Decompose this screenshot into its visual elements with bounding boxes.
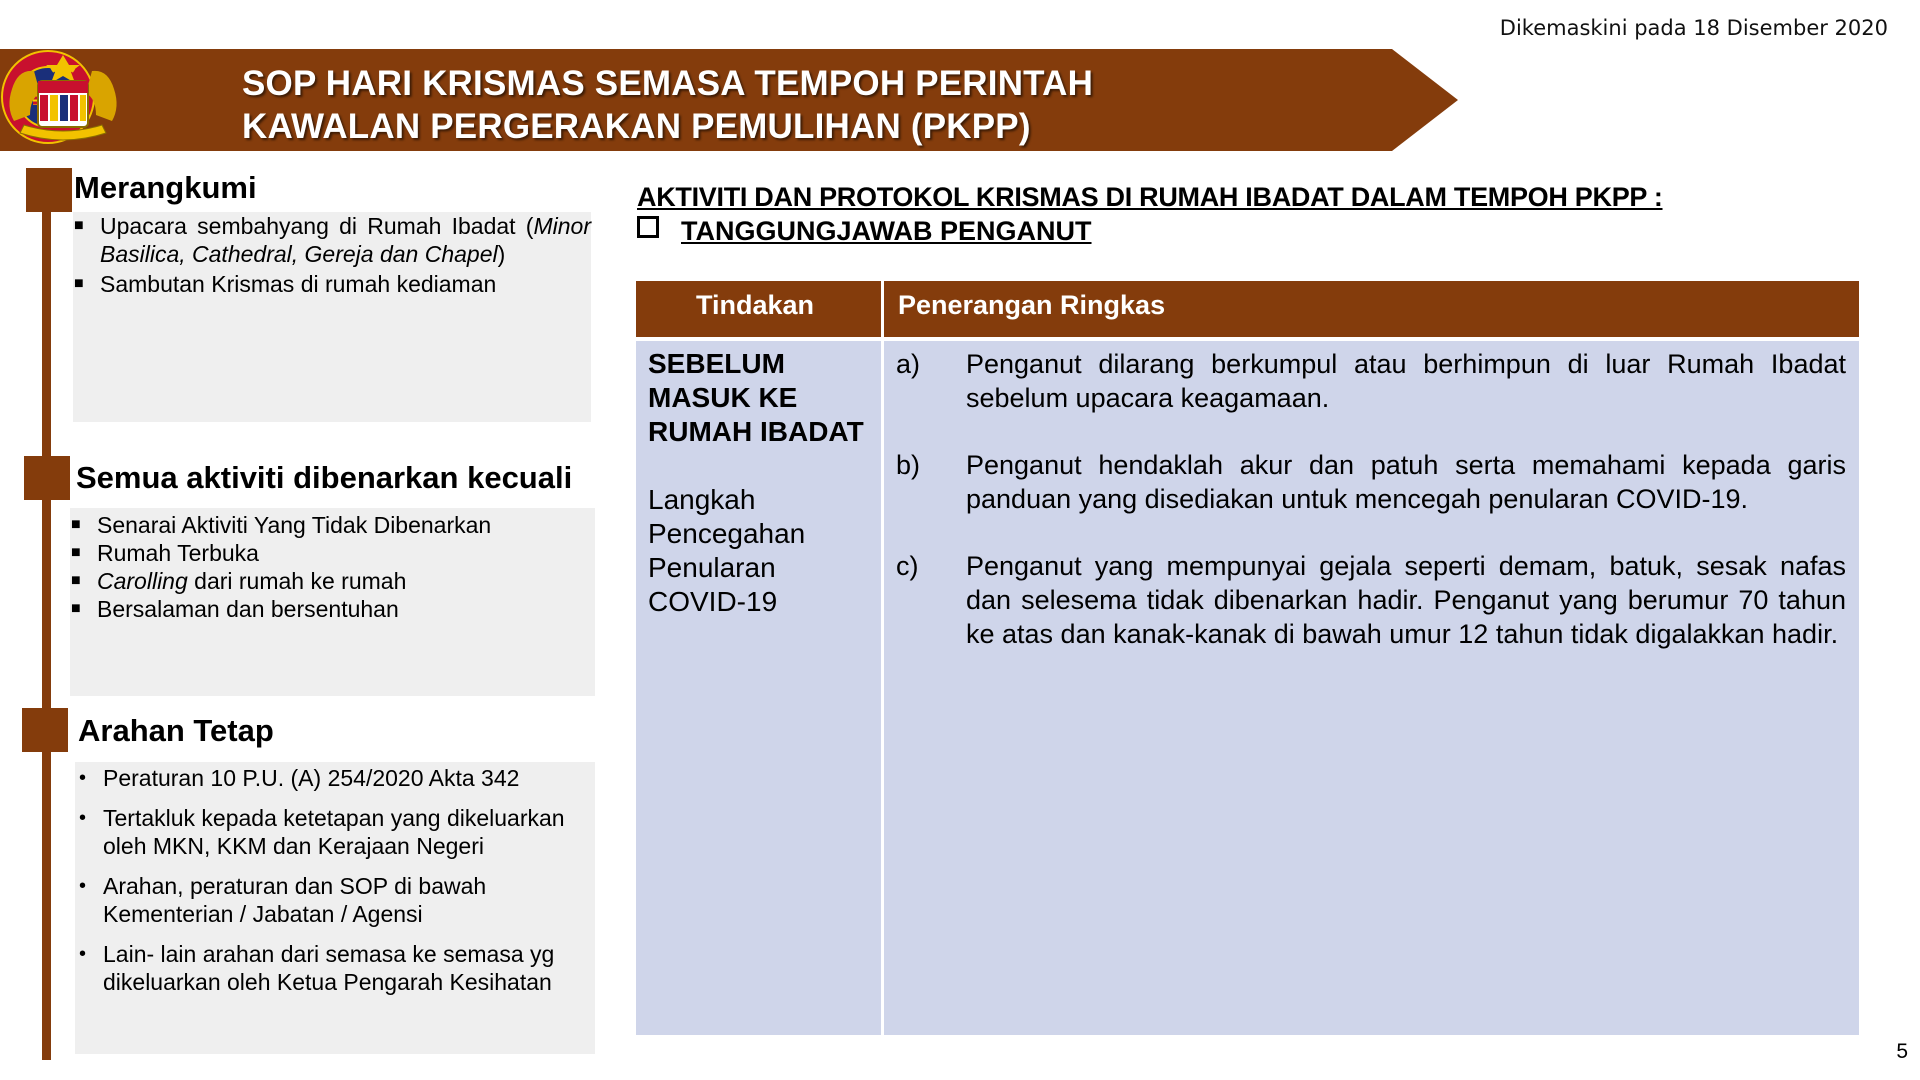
panel-arahan-tetap [75, 762, 595, 1054]
list-item: ■ Sambutan Krismas di rumah kediaman [74, 271, 497, 297]
section-title-arahan-tetap: Arahan Tetap [78, 713, 274, 748]
action-title: SEBELUM MASUK KE RUMAH IBADAT [648, 348, 864, 447]
banner-title [242, 62, 1093, 148]
section-title-merangkumi: Merangkumi [74, 170, 257, 205]
bullet-icon: ■ [71, 516, 81, 533]
list-item: • Tertakluk kepada ketetapan yang dikeluarkan oleh MKN, KKM dan Kerajaan Negeri [79, 805, 565, 859]
section-marker-3 [22, 708, 68, 752]
bullet-icon: ■ [74, 275, 84, 292]
list-item: • Peraturan 10 P.U. (A) 254/2020 Akta 342 [79, 765, 520, 791]
bullet-icon: • [79, 943, 87, 965]
table-header [636, 281, 1859, 337]
list-item: ■ Upacara sembahyang di Rumah Ibadat (Minor Basilica, Cathedral, Gereja dan Chapel) [74, 213, 591, 267]
description-item-c: c) Penganut yang mempunyai gejala seperti demam, batuk, sesak nafas dan selesema tidak dibenarkan hadir. Penganut yang berumur 70 tahun ke atas dan kanak-kanak di bawah umur 12 tahun tidak digalakkan hadir. [896, 551, 1846, 649]
list-item: • Arahan, peraturan dan SOP di bawah Kementerian / Jabatan / Agensi [79, 873, 487, 927]
list-item: ■ Bersalaman dan bersentuhan [71, 596, 399, 622]
page-number: 5 [1896, 1040, 1908, 1063]
description-item-a: a) Penganut dilarang berkumpul atau berhimpun di luar Rumah Ibadat sebelum upacara keagamaan. [896, 349, 1846, 413]
list-item: ■ Senarai Aktiviti Yang Tidak Dibenarkan [71, 512, 492, 538]
title-banner [0, 49, 1458, 151]
column-divider [881, 281, 884, 1035]
bullet-icon: ■ [71, 600, 81, 617]
banner-title-line-1: SOP HARI KRISMAS SEMASA TEMPOH PERINTAH [242, 64, 1094, 103]
panel-kecuali [70, 508, 595, 696]
bullet-icon: • [79, 875, 87, 897]
main-subheading: TANGGUNGJAWAB PENGANUT [637, 216, 1092, 247]
table-header-tindakan: Tindakan [696, 290, 815, 320]
bullet-icon: • [79, 807, 87, 829]
list-item: ■ Rumah Terbuka [71, 540, 259, 566]
action-cell [648, 347, 873, 619]
list-item: ■ Carolling dari rumah ke rumah [71, 568, 407, 594]
description-cell [896, 347, 1846, 684]
coat-of-arms-logo [0, 49, 126, 149]
description-item-b: b) Penganut hendaklah akur dan patuh serta memahami kepada garis panduan yang disediakan untuk mencegah penularan COVID-19. [896, 450, 1846, 514]
list-item: • Lain- lain arahan dari semasa ke semasa yg dikeluarkan oleh Ketua Pengarah Kesihatan [79, 941, 555, 995]
section-marker-1 [26, 168, 72, 212]
bullet-icon: ■ [71, 572, 81, 589]
main-heading: AKTIVITI DAN PROTOKOL KRISMAS DI RUMAH IBADAT DALAM TEMPOH PKPP : [637, 182, 1663, 212]
bullet-icon: ■ [71, 544, 81, 561]
action-description: Langkah Pencegahan Penularan COVID-19 [648, 484, 806, 617]
table-row [636, 341, 1859, 1035]
checkbox-square-icon [637, 216, 659, 238]
bullet-icon: • [79, 767, 87, 789]
section-marker-2 [24, 456, 70, 500]
timeline-spine [42, 168, 51, 1060]
table-header-penerangan: Penerangan Ringkas [898, 290, 1166, 320]
protocol-table [636, 281, 1859, 1035]
bullet-icon: ■ [74, 217, 84, 234]
section-title-kecuali: Semua aktiviti dibenarkan kecuali [76, 460, 573, 495]
panel-merangkumi [73, 212, 591, 422]
updated-date: Dikemaskini pada 18 Disember 2020 [1499, 16, 1888, 40]
banner-title-line-2: KAWALAN PERGERAKAN PEMULIHAN (PKPP) [242, 107, 1031, 146]
